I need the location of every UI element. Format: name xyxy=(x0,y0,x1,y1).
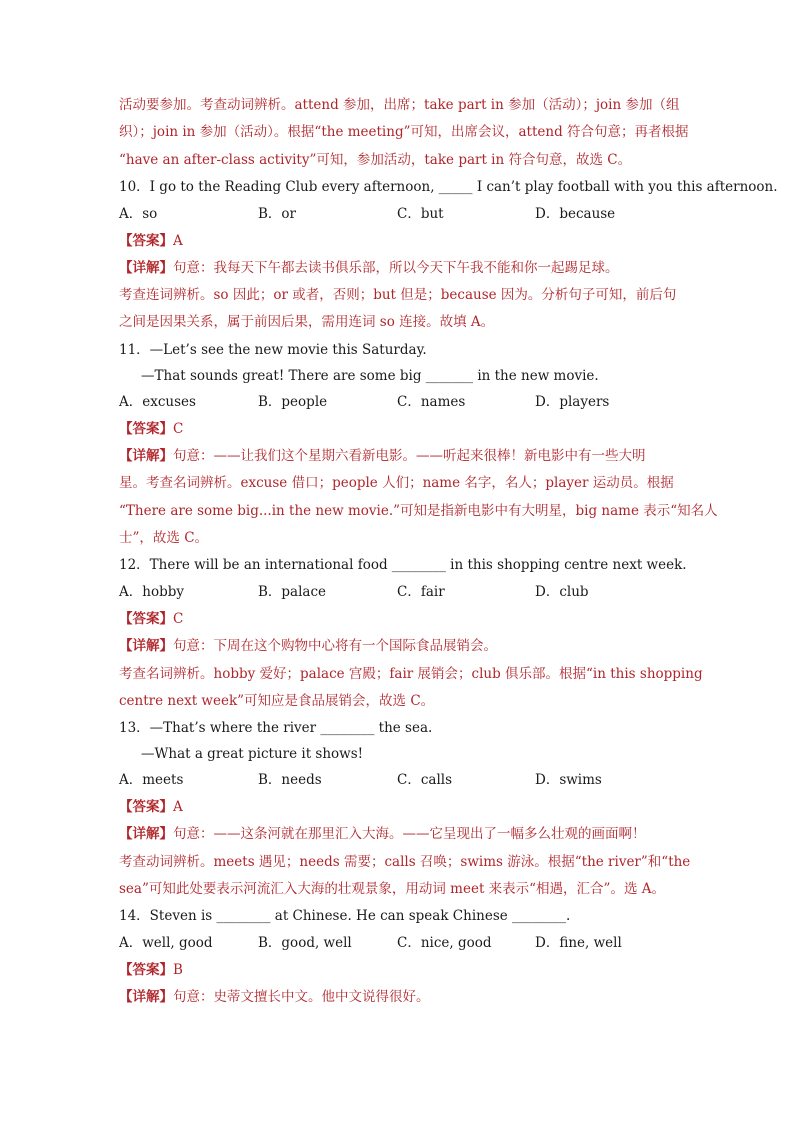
answer-tag: 【答案】 xyxy=(119,962,173,978)
explain-line: 士”，故选 C。 xyxy=(119,530,209,546)
option-c: C．nice, good xyxy=(397,935,492,951)
options-row xyxy=(119,770,679,790)
question-stem: 10．I go to the Reading Club every afternoon, _____ I can’t play football with you this afternoon. xyxy=(119,179,778,195)
answer-line xyxy=(119,960,183,980)
answer-line xyxy=(119,231,183,251)
options-row xyxy=(119,582,679,602)
option-a: A．excuses xyxy=(119,394,196,410)
explain-line xyxy=(119,446,646,466)
explain-line: 活动要参加。考查动词辨析。attend 参加，出席；take part in 参加（活动）；join 参加（组 xyxy=(119,97,680,113)
explain-text: 句意：我每天下午都去读书俱乐部，所以今天下午我不能和你一起踢足球。 xyxy=(173,260,619,276)
explain-tag: 【详解】 xyxy=(119,260,173,276)
explain-tag: 【详解】 xyxy=(119,638,173,654)
answer-tag: 【答案】 xyxy=(119,799,173,815)
option-a: A．so xyxy=(119,206,158,222)
option-d: D．because xyxy=(535,206,616,222)
explain-line xyxy=(119,258,619,278)
answer-value: A xyxy=(173,233,183,249)
option-b: B．people xyxy=(258,394,328,410)
answer-tag: 【答案】 xyxy=(119,233,173,249)
option-a: A．meets xyxy=(119,772,184,788)
options-row xyxy=(119,933,679,953)
question-stem: —What a great picture it shows! xyxy=(141,746,364,762)
options-row xyxy=(119,392,679,412)
explain-line: centre next week”可知应是食品展销会，故选 C。 xyxy=(119,693,435,709)
explain-line: 考查名词辨析。hobby 爱好；palace 宫殿；fair 展销会；club 俱乐部。根据“in this shopping xyxy=(119,666,703,682)
option-c: C．fair xyxy=(397,584,445,600)
question-stem: 11．—Let’s see the new movie this Saturday. xyxy=(119,342,427,358)
answer-value: A xyxy=(173,799,183,815)
explain-line xyxy=(119,987,430,1007)
question-stem: —That sounds great! There are some big _______ in the new movie. xyxy=(141,368,599,384)
explain-text: 句意：下周在这个购物中心将有一个国际食品展销会。 xyxy=(173,638,497,654)
explain-text: 句意：——让我们这个星期六看新电影。——听起来很棒！新电影中有一些大明 xyxy=(173,448,646,464)
explain-line xyxy=(119,824,646,844)
option-c: C．calls xyxy=(397,772,453,788)
explain-line: 之间是因果关系，属于前因后果，需用连词 so 连接。故填 A。 xyxy=(119,314,495,330)
option-d: D．players xyxy=(535,394,610,410)
explain-tag: 【详解】 xyxy=(119,989,173,1005)
explain-line xyxy=(119,636,497,656)
explain-line: “have an after-class activity”可知，参加活动，take part in 符合句意，故选 C。 xyxy=(119,152,632,168)
explain-line: sea”可知此处要表示河流汇入大海的壮观景象，用动词 meet 来表示“相遇，汇合”。选 A。 xyxy=(119,881,665,897)
question-stem: 12．There will be an international food ________ in this shopping centre next week. xyxy=(119,557,687,573)
option-b: B．or xyxy=(258,206,297,222)
answer-value: B xyxy=(173,962,183,978)
answer-line xyxy=(119,797,183,817)
explain-line: 考查连词辨析。so 因此；or 或者，否则；but 但是；because 因为。分析句子可知，前后句 xyxy=(119,287,677,303)
option-d: D．club xyxy=(535,584,589,600)
explain-text: 句意：——这条河就在那里汇入大海。——它呈现出了一幅多么壮观的画面啊！ xyxy=(173,826,646,842)
explain-tag: 【详解】 xyxy=(119,448,173,464)
question-stem: 14．Steven is ________ at Chinese. He can speak Chinese ________. xyxy=(119,908,571,924)
explain-line: 织）；join in 参加（活动）。根据“the meeting”可知，出席会议，attend 符合句意；再者根据 xyxy=(119,124,689,140)
option-a: A．well, good xyxy=(119,935,213,951)
explain-line: 星。考查名词辨析。excuse 借口；people 人们；name 名字，名人；player 运动员。根据 xyxy=(119,475,674,491)
question-stem: 13．—That’s where the river ________ the sea. xyxy=(119,720,433,736)
options-row xyxy=(119,204,679,224)
answer-value: C xyxy=(173,611,184,627)
option-b: B．good, well xyxy=(258,935,352,951)
explain-tag: 【详解】 xyxy=(119,826,173,842)
option-d: D．fine, well xyxy=(535,935,622,951)
option-b: B．palace xyxy=(258,584,327,600)
answer-line xyxy=(119,419,183,439)
answer-tag: 【答案】 xyxy=(119,611,173,627)
option-c: C．names xyxy=(397,394,466,410)
explain-line: 考查动词辨析。meets 遇见；needs 需要；calls 召唤；swims 游泳。根据“the river”和“the xyxy=(119,854,691,870)
option-c: C．but xyxy=(397,206,444,222)
answer-tag: 【答案】 xyxy=(119,421,173,437)
answer-value: C xyxy=(173,421,184,437)
explain-line: “There are some big...in the new movie.”可知是指新电影中有大明星，big name 表示“知名人 xyxy=(119,503,718,519)
answer-line xyxy=(119,609,183,629)
explain-text: 句意：史蒂文擅长中文。他中文说得很好。 xyxy=(173,989,430,1005)
option-a: A．hobby xyxy=(119,584,184,600)
option-d: D．swims xyxy=(535,772,602,788)
option-b: B．needs xyxy=(258,772,322,788)
